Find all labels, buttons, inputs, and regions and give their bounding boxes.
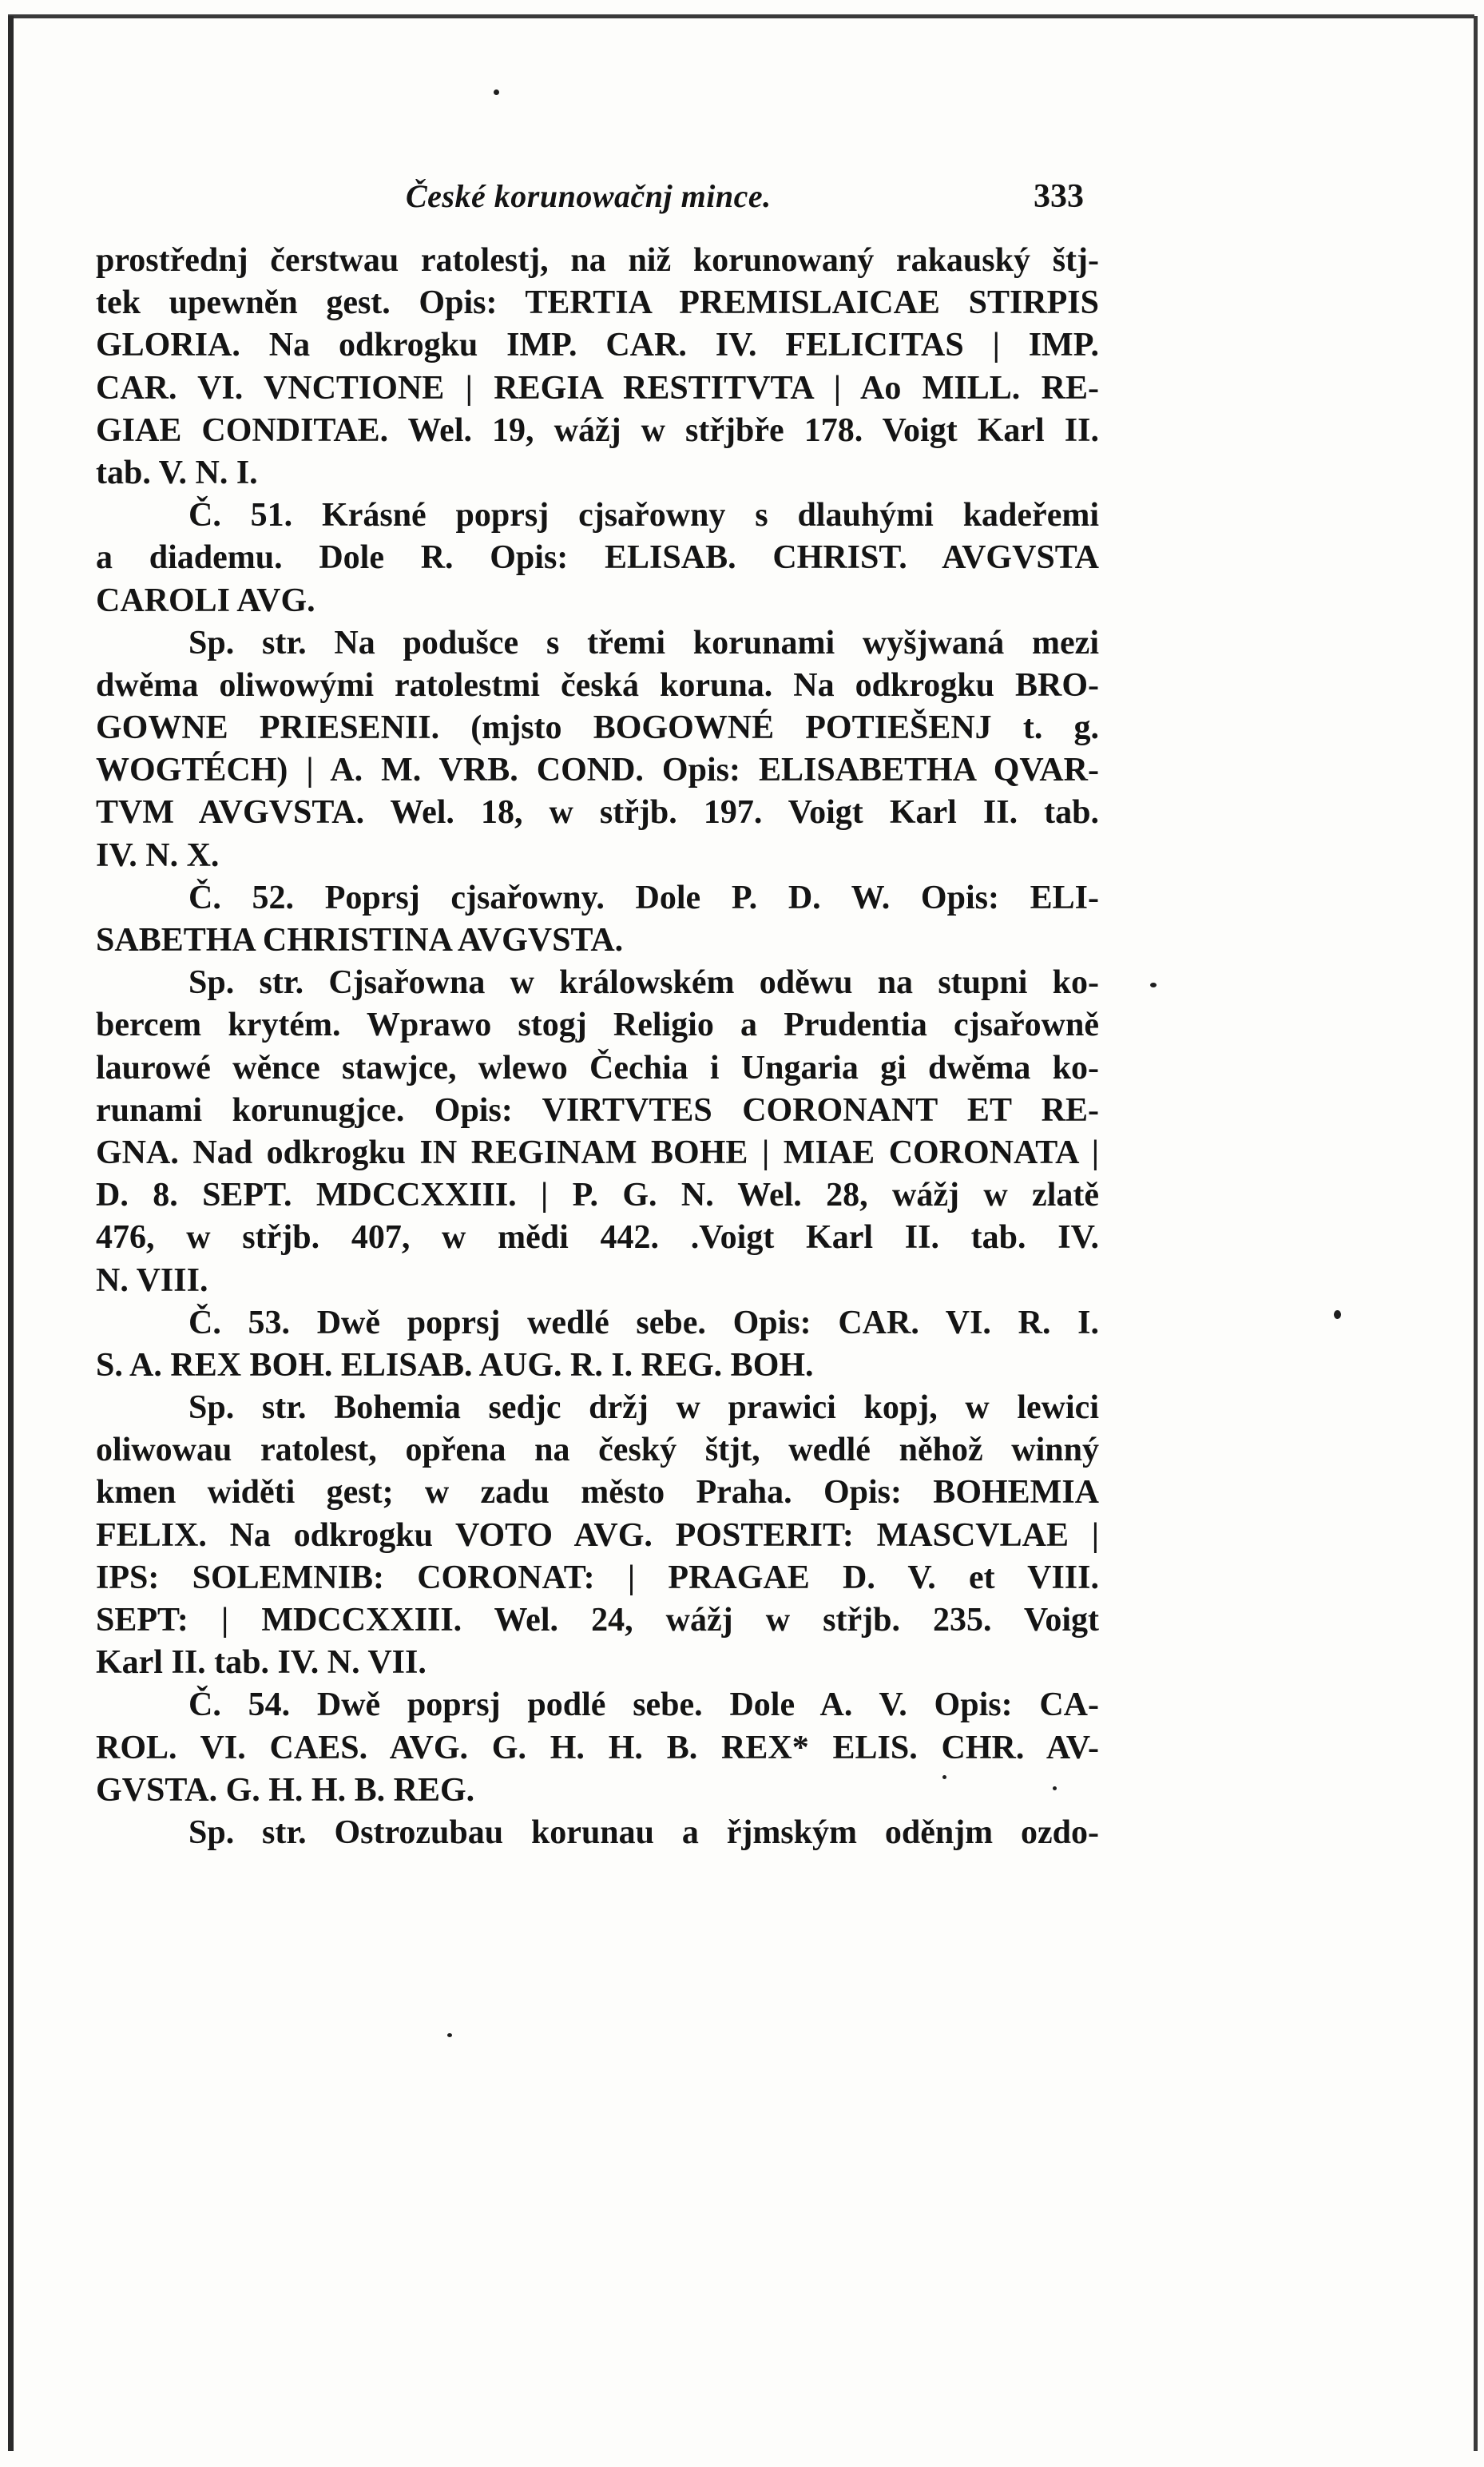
text-line: FELIX. Na odkrogku VOTO AVG. POSTERIT: MASCVLAE | <box>96 1516 1099 1554</box>
text-line: a diademu. Dole R. Opis: ELISAB. CHRIST. AVGVSTA <box>96 539 1099 577</box>
page-number: 333 <box>1034 178 1084 215</box>
text-line: N. VIII. <box>96 1261 208 1299</box>
scan-edge-top <box>8 14 1474 18</box>
running-header-title: České korunowačnj mince. <box>406 178 772 214</box>
text-line: WOGTÉCH) | A. M. VRB. COND. Opis: ELISABETHA QVAR- <box>96 752 1099 789</box>
text-line: GIAE CONDITAE. Wel. 19, wážj w střjbře 178. Voigt Karl II. <box>96 411 1099 449</box>
body-text <box>96 240 1099 1854</box>
text-line: TVM AVGVSTA. Wel. 18, w střjb. 197. Voigt Karl II. tab. <box>96 794 1099 832</box>
scan-edge-right <box>1474 16 1478 2451</box>
text-line: Sp. str. Na podušce s třemi korunami wyšjwaná mezi <box>188 624 1099 661</box>
text-line: tab. V. N. I. <box>96 454 258 491</box>
text-line: Sp. str. Bohemia sedjc držj w prawici kopj, w lewici <box>188 1389 1099 1427</box>
text-line: GOWNE PRIESENII. (mjsto BOGOWNÉ POTIEŠENJ t. g. <box>96 709 1099 747</box>
text-line: CAR. VI. VNCTIONE | REGIA RESTITVTA | Ao MILL. RE- <box>96 369 1099 407</box>
text-line: 476, w střjb. 407, w mědi 442. .Voigt Karl II. tab. IV. <box>96 1219 1099 1257</box>
text-line: CAROLI AVG. <box>96 582 315 619</box>
text-line: prostřednj čerstwau ratolestj, na niž korunowaný rakauský štj- <box>96 242 1099 279</box>
text-line: S. A. REX BOH. ELISAB. AUG. R. I. REG. BOH. <box>96 1346 814 1384</box>
text-line: GNA. Nad odkrogku IN REGINAM BOHE | MIAE CORONATA | <box>96 1134 1099 1171</box>
text-line: GLORIA. Na odkrogku IMP. CAR. IV. FELICITAS | IMP. <box>96 327 1099 364</box>
text-line: Č. 53. Dwě poprsj wedlé sebe. Opis: CAR. VI. R. I. <box>188 1304 1099 1341</box>
text-line: Č. 51. Krásné poprsj cjsařowny s dlauhými kadeřemi <box>188 497 1099 534</box>
text-line: runami korunugjce. Opis: VIRTVTES CORONANT ET RE- <box>96 1091 1099 1129</box>
text-line: GVSTA. G. H. H. B. REG. <box>96 1771 475 1809</box>
text-line: Sp. str. Ostrozubau korunau a řjmským oděnjm ozdo- <box>188 1814 1099 1851</box>
text-line: ROL. VI. CAES. AVG. G. H. H. B. REX* ELIS. CHR. AV- <box>96 1729 1099 1766</box>
scan-speck <box>1150 983 1157 987</box>
text-line: D. 8. SEPT. MDCCXXIII. | P. G. N. Wel. 28, wážj w zlatě <box>96 1177 1099 1214</box>
text-line: dwěma oliwowými ratolestmi česká koruna. Na odkrogku BRO- <box>96 666 1099 704</box>
scan-speck <box>1334 1310 1341 1319</box>
text-line: Č. 52. Poprsj cjsařowny. Dole P. D. W. Opis: ELI- <box>188 879 1099 916</box>
text-line: IPS: SOLEMNIB: CORONAT: | PRAGAE D. V. et VIII. <box>96 1559 1099 1596</box>
scan-speck <box>494 89 499 95</box>
text-line: SABETHA CHRISTINA AVGVSTA. <box>96 922 624 959</box>
text-line: oliwowau ratolest, opřena na český štjt, wedlé něhož winný <box>96 1432 1099 1469</box>
scan-speck <box>447 2033 452 2037</box>
text-line: IV. N. X. <box>96 836 220 874</box>
text-line: Č. 54. Dwě poprsj podlé sebe. Dole A. V. Opis: CA- <box>188 1686 1099 1724</box>
scan-edge-left <box>8 16 14 2451</box>
text-line: bercem krytém. Wprawo stogj Religio a Prudentia cjsařowně <box>96 1007 1099 1044</box>
text-line: tek upewněn gest. Opis: TERTIA PREMISLAICAE STIRPIS <box>96 284 1099 322</box>
text-line: SEPT: | MDCCXXIII. Wel. 24, wážj w střjb. 235. Voigt <box>96 1602 1099 1639</box>
text-line: laurowé wěnce stawjce, wlewo Čechia i Ungaria gi dwěma ko- <box>96 1049 1099 1087</box>
text-line: Karl II. tab. IV. N. VII. <box>96 1644 427 1682</box>
text-line: kmen widěti gest; w zadu město Praha. Opis: BOHEMIA <box>96 1474 1099 1512</box>
text-line: Sp. str. Cjsařowna w králowském oděwu na stupni ko- <box>188 964 1099 1002</box>
